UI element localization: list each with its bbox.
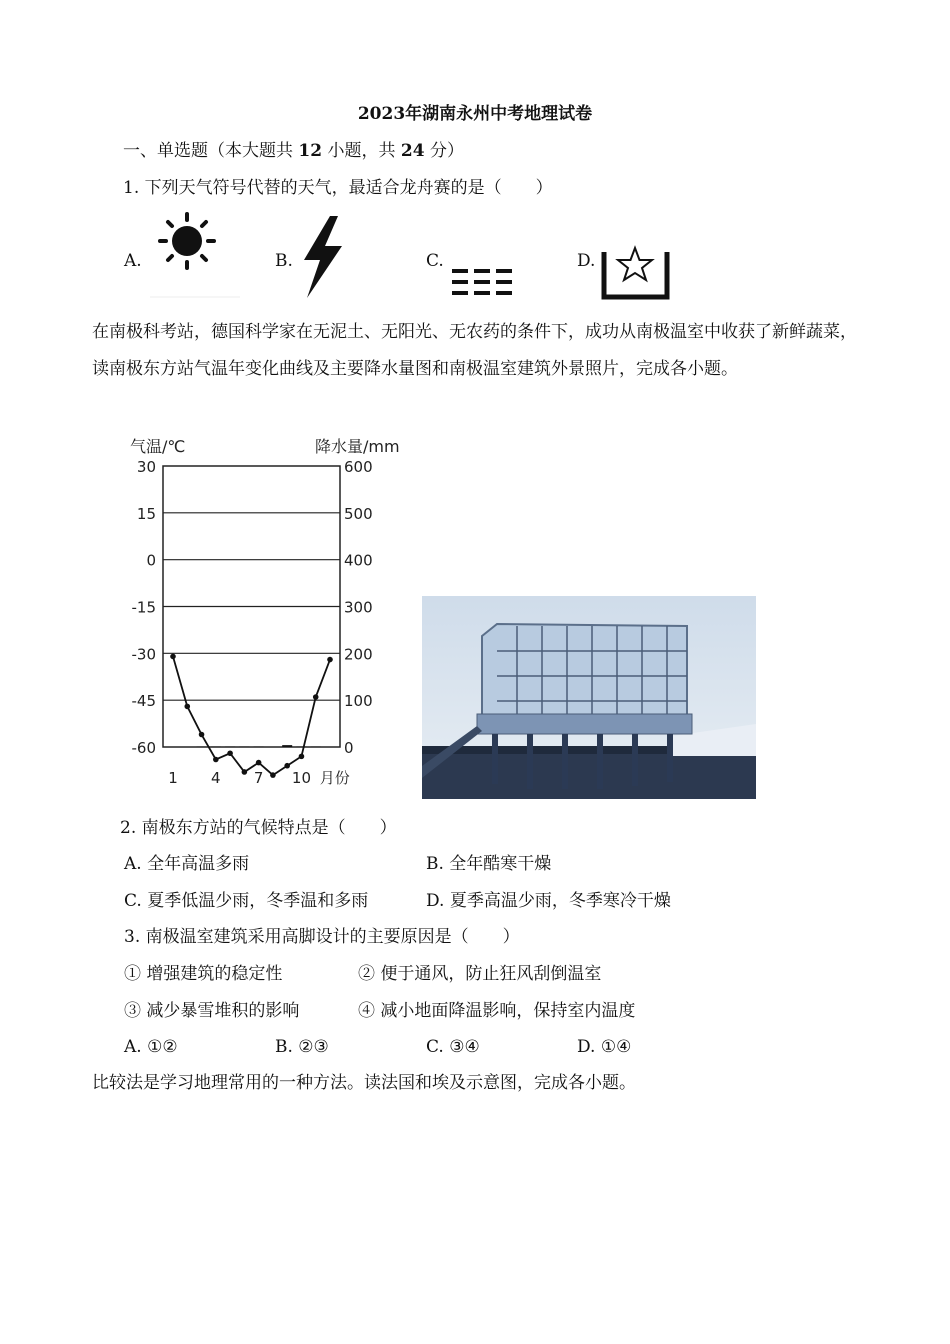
question-1-stem: 1. 下列天气符号代替的天气，最适合龙舟赛的是（ ） bbox=[123, 178, 553, 198]
temperature-axis-label: 气温/℃ bbox=[130, 437, 186, 456]
q3-option-a: A. ①② bbox=[124, 1037, 178, 1057]
q3-option-b: B. ②③ bbox=[275, 1037, 329, 1057]
q1-option-d-label: D. bbox=[577, 251, 596, 271]
temperature-tick-label: -15 bbox=[131, 598, 156, 617]
fog-icon bbox=[452, 267, 514, 299]
temperature-tick-label: -30 bbox=[131, 645, 156, 664]
q3-option-d: D. ①④ bbox=[577, 1037, 632, 1057]
precipitation-tick-label: 500 bbox=[344, 504, 373, 523]
precipitation-tick-label: 400 bbox=[344, 551, 373, 570]
q2-option-b: B. 全年酷寒干燥 bbox=[426, 854, 552, 874]
temperature-point bbox=[284, 763, 290, 769]
q1-option-a-label: A. bbox=[124, 251, 142, 271]
precipitation-axis-label: 降水量/mm bbox=[315, 437, 400, 456]
climate-chart bbox=[120, 430, 420, 794]
temperature-point bbox=[213, 757, 219, 763]
precipitation-tick-label: 300 bbox=[344, 598, 373, 617]
month-tick-label: 10 bbox=[291, 769, 312, 787]
temperature-point bbox=[327, 657, 333, 663]
q3-statement-4: ④ 减小地面降温影响，保持室内温度 bbox=[358, 1001, 636, 1021]
temperature-tick-label: 0 bbox=[146, 551, 156, 570]
temperature-tick-label: -45 bbox=[131, 692, 156, 711]
month-axis-label: 月份 bbox=[319, 769, 350, 787]
greenhouse-photo bbox=[422, 596, 756, 799]
month-tick-label: 7 bbox=[253, 769, 264, 787]
temperature-line bbox=[173, 656, 330, 775]
sun-icon bbox=[150, 210, 242, 302]
temperature-point bbox=[256, 760, 262, 766]
temperature-tick-label: 30 bbox=[136, 458, 156, 476]
q1-option-c-label: C. bbox=[426, 251, 444, 271]
temperature-point bbox=[199, 732, 205, 738]
question-2-stem: 2. 南极东方站的气候特点是（ ） bbox=[120, 818, 397, 838]
q3-statement-3: ③ 减少暴雪堆积的影响 bbox=[124, 1001, 300, 1021]
temperature-point bbox=[184, 704, 190, 710]
temperature-tick-label: 15 bbox=[136, 504, 156, 523]
q1-option-b-label: B. bbox=[275, 251, 293, 271]
passage-comparison: 比较法是学习地理常用的一种方法。读法国和埃及示意图，完成各小题。 bbox=[92, 1073, 636, 1093]
temperature-point bbox=[170, 654, 176, 660]
precipitation-tick-label: 0 bbox=[344, 739, 354, 757]
temperature-point bbox=[227, 750, 233, 756]
section-heading: 一、单选题（本大题共 12 小题，共 24 分） bbox=[123, 141, 464, 161]
q3-statement-1: ① 增强建筑的稳定性 bbox=[124, 964, 283, 984]
temperature-point bbox=[299, 754, 305, 760]
temperature-tick-label: -60 bbox=[131, 739, 156, 757]
temperature-point bbox=[242, 769, 248, 775]
question-3-stem: 3. 南极温室建筑采用高脚设计的主要原因是（ ） bbox=[124, 927, 520, 947]
month-tick-label: 1 bbox=[168, 769, 178, 787]
q2-option-c: C. 夏季低温少雨，冬季温和多雨 bbox=[124, 891, 369, 911]
q3-option-c: C. ③④ bbox=[426, 1037, 480, 1057]
month-tick-label: 4 bbox=[211, 769, 221, 787]
precipitation-tick-label: 600 bbox=[344, 458, 373, 476]
precipitation-tick-label: 200 bbox=[344, 645, 373, 664]
q3-statement-2: ② 便于通风，防止狂风刮倒温室 bbox=[358, 964, 602, 984]
temperature-point bbox=[270, 772, 276, 778]
snow-cover-icon bbox=[601, 242, 671, 302]
q2-option-a: A. 全年高温多雨 bbox=[124, 854, 250, 874]
lightning-icon bbox=[302, 214, 344, 300]
precipitation-bar bbox=[282, 745, 292, 747]
passage-antarctic: 在南极科考站，德国科学家在无泥土、无阳光、无农药的条件下，成功从南极温室中收获了新鲜蔬菜，读南极东方站气温年变化曲线及主要降水量图和南极温室建筑外景照片，完成各小题。 bbox=[92, 322, 857, 379]
temperature-point bbox=[313, 694, 319, 700]
q2-option-d: D. 夏季高温少雨，冬季寒冷干燥 bbox=[426, 891, 671, 911]
exam-title: 2023年湖南永州中考地理试卷 bbox=[357, 104, 593, 124]
precipitation-tick-label: 100 bbox=[344, 692, 373, 711]
